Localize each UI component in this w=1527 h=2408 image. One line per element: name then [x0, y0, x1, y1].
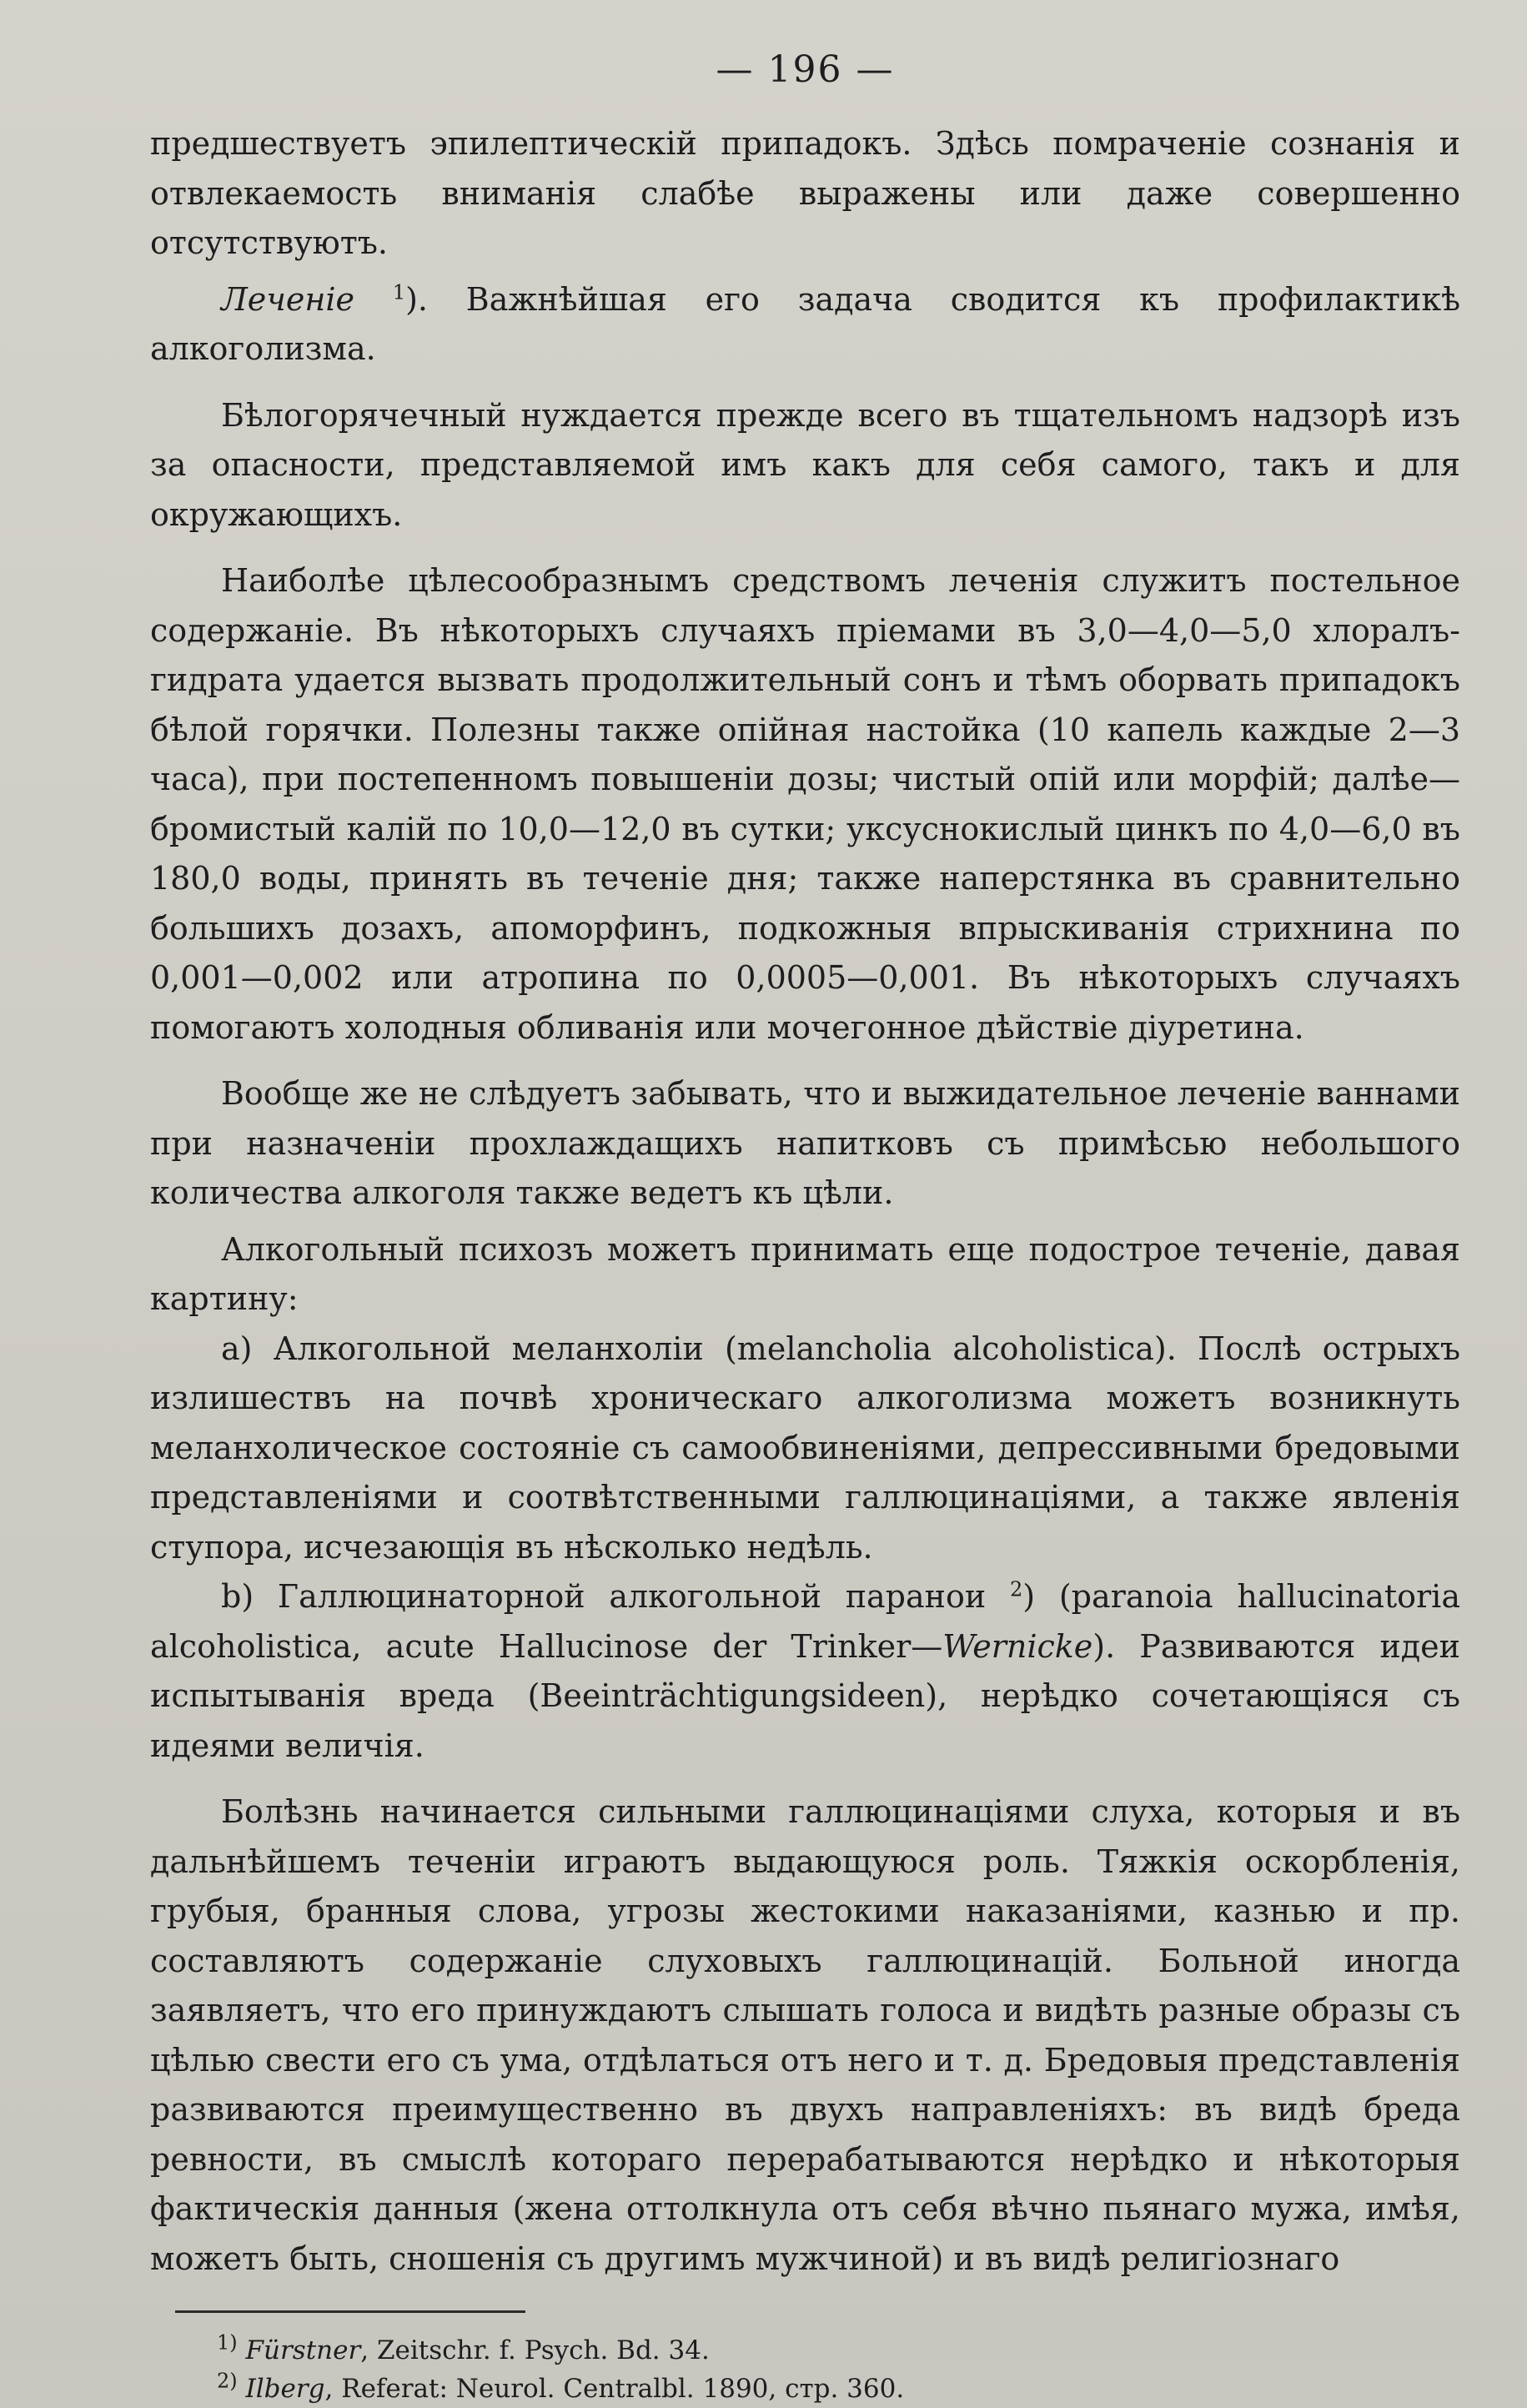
footnote-1 — [150, 2331, 1460, 2370]
footnote-2 — [150, 2370, 1460, 2408]
paragraph-1: предшествуетъ эпилептическій припадокъ. Здѣсь помраченіе сознанія и отвлекаемость вниманія слабѣе выражены или даже совершенно отсутствуютъ. — [150, 125, 1460, 261]
paragraph-4: Наиболѣе цѣлесообразнымъ средствомъ леченія служитъ постельное содержаніе. Въ нѣкоторыхъ случаяхъ пріемами въ 3,0—4,0—5,0 хлоралъ-гидрата удается вызвать продолжительный сонъ и тѣмъ оборвать припадокъ бѣлой горячки. Полезны также опійная настойка (10 капель каждые 2—3 часа), при постепенномъ повышеніи дозы; чистый опій или морфій; далѣе—бромистый калій по 10,0—12,0 въ сутки; уксуснокислый цинкъ по 4,0—6,0 въ 180,0 воды, принять въ теченіе дня; также наперстянка въ сравнительно большихъ дозахъ, апоморфинъ, подкожныя впрыскиванія стрихнина по 0,001—0,002 или атропина по 0,0005—0,001. Въ нѣкоторыхъ случаяхъ помогаютъ холодныя обливанія или мочегонное дѣйствіе діуретина. — [150, 562, 1460, 1046]
footnote-divider — [175, 2310, 525, 2313]
footnote-2-marker: 2) — [217, 2369, 238, 2393]
paragraph-8-text-before: b) Галлюцинаторной алкогольной паранои — [221, 1578, 1010, 1615]
treatment-heading: Леченіе — [221, 280, 354, 318]
paragraph-8-text-after: ). Развиваются идеи испытыванія вреда (Beeinträchtigungsideen), нерѣдко сочетающіяся съ идеями величія. — [150, 1627, 1460, 1764]
paragraph-2 — [150, 275, 1460, 375]
paragraph-2-text: ). Важнѣйшая его задача сводится къ профилактикѣ алкоголизма. — [150, 280, 1460, 367]
body-text — [150, 119, 1460, 2284]
footnote-1-author: Fürstner — [245, 2335, 361, 2365]
paragraph-3: Бѣлогорячечный нуждается прежде всего въ тщательномъ надзорѣ изъ за опасности, представляемой имъ какъ для себя самого, такъ и для окружающихъ. — [150, 396, 1460, 533]
paragraph-9: Болѣзнь начинается сильными галлюцинаціями слуха, которыя и въ дальнѣйшемъ теченіи играютъ выдающуюся роль. Тяжкія оскорбленія, грубыя, бранныя слова, угрозы жестокими наказаніями, казнью и пр. составляютъ содержаніе слуховыхъ галлюцинацій. Больной иногда заявляетъ, что его принуждаютъ слышать голоса и видѣть разные образы съ цѣлью свести его съ ума, отдѣлаться отъ него и т. д. Бредовыя представленія развиваются преимущественно въ двухъ направленіяхъ: въ видѣ бреда ревности, въ смыслѣ котораго перерабатываются нерѣдко и нѣкоторыя фактическія данныя (жена оттолкнула отъ себя вѣчно пьянаго мужа, имѣя, можетъ быть, сношенія съ другимъ мужчиной) и въ видѣ религіознаго — [150, 1793, 1460, 2277]
footnote-2-text: , Referat: Neurol. Centralbl. 1890, стр. 360. — [324, 2374, 905, 2404]
paragraph-8-text-mid: ) (paranoia hallucinatoria alcoholistica, acute Hallucinose der Trinker— — [150, 1578, 1460, 1665]
footnote-ref-1: 1 — [392, 279, 406, 304]
paragraph-8-item-b — [150, 1572, 1460, 1771]
paragraph-7-item-a: a) Алкогольной меланхоліи (melancholia alcoholistica). Послѣ острыхъ излишествъ на почвѣ хроническаго алкоголизма можетъ возникнуть меланхолическое состояніе съ самообвиненіями, депрессивными бредовыми представленіями и соотвѣтственными галлюцинаціями, а также явленія ступора, исчезающія въ нѣсколько недѣль. — [150, 1330, 1460, 1566]
footnote-1-marker: 1) — [217, 2330, 238, 2355]
footnote-ref-2: 2 — [1009, 1577, 1023, 1601]
footnotes — [150, 2331, 1460, 2408]
page-number: — 196 — — [716, 48, 895, 91]
footnote-2-author: Ilberg — [245, 2374, 325, 2404]
paragraph-5: Вообще же не слѣдуетъ забывать, что и выжидательное леченіе ваннами при назначеніи прохлаждащихъ напитковъ съ примѣсью небольшого количества алкоголя также ведетъ къ цѣли. — [150, 1075, 1460, 1211]
author-wernicke: Wernicke — [942, 1627, 1093, 1665]
paragraph-6: Алкогольный психозъ можетъ принимать еще подострое теченіе, давая картину: — [150, 1230, 1460, 1317]
footnote-1-text: , Zeitschr. f. Psych. Bd. 34. — [360, 2335, 710, 2365]
